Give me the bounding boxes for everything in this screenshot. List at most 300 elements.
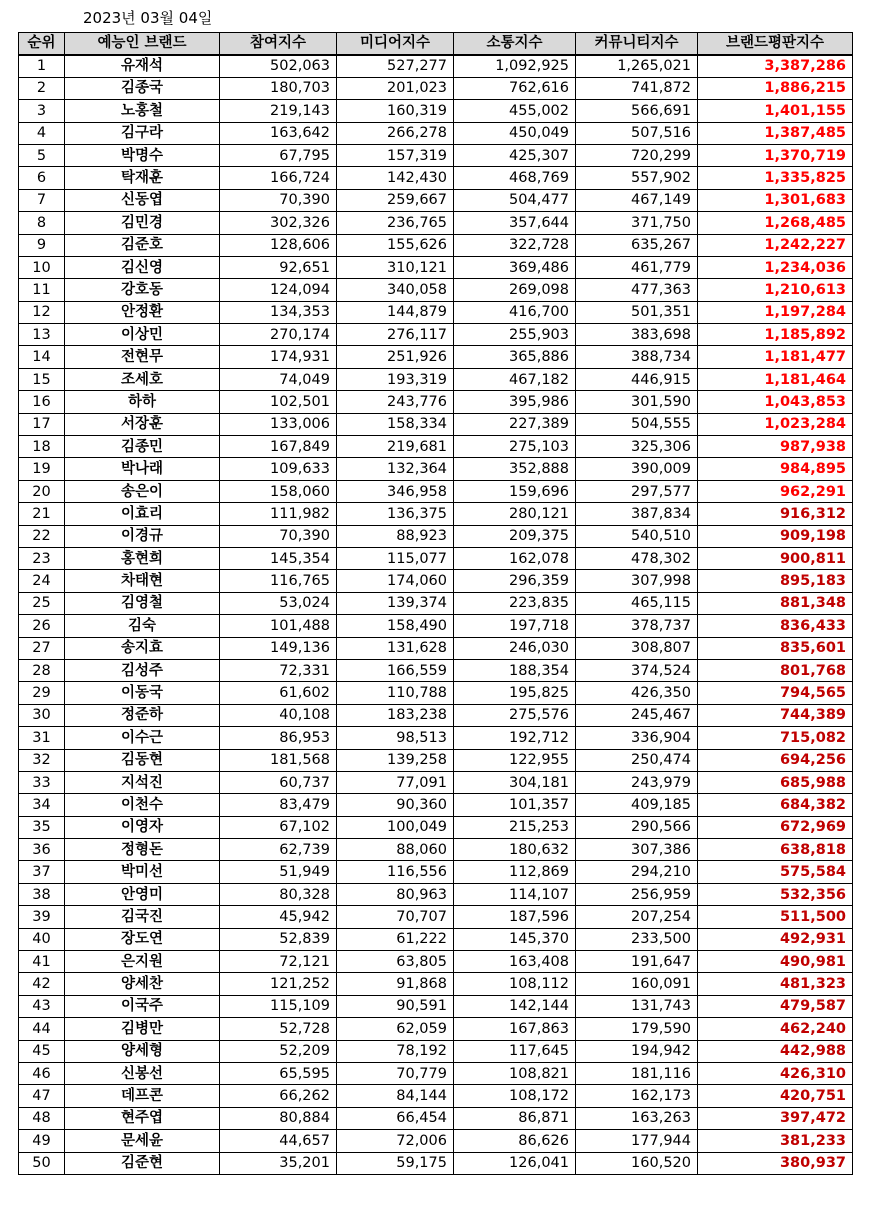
header-participation-index: 참여지수 <box>220 33 337 55</box>
participation-cell: 72,331 <box>220 659 337 681</box>
reputation-score-cell: 442,988 <box>698 1040 853 1062</box>
table-row <box>19 883 853 905</box>
reputation-score-cell: 916,312 <box>698 503 853 525</box>
communication-cell: 395,986 <box>454 391 576 413</box>
rank-cell: 31 <box>19 727 65 749</box>
table-row <box>19 189 853 211</box>
rank-cell: 34 <box>19 794 65 816</box>
community-cell: 378,737 <box>576 615 698 637</box>
participation-cell: 52,728 <box>220 1018 337 1040</box>
communication-cell: 188,354 <box>454 659 576 681</box>
rank-cell: 27 <box>19 637 65 659</box>
reputation-score-cell: 1,023,284 <box>698 413 853 435</box>
community-cell: 374,524 <box>576 659 698 681</box>
brand-name-cell: 김영철 <box>65 592 220 614</box>
rank-cell: 33 <box>19 771 65 793</box>
brand-name-cell: 안정환 <box>65 301 220 323</box>
rank-cell: 49 <box>19 1130 65 1152</box>
table-row <box>19 391 853 413</box>
reputation-score-cell: 895,183 <box>698 570 853 592</box>
table-row <box>19 1018 853 1040</box>
media-cell: 236,765 <box>337 212 454 234</box>
brand-name-cell: 지석진 <box>65 771 220 793</box>
brand-reputation-table <box>18 32 853 1175</box>
community-cell: 181,116 <box>576 1062 698 1084</box>
communication-cell: 269,098 <box>454 279 576 301</box>
brand-name-cell: 신동엽 <box>65 189 220 211</box>
participation-cell: 62,739 <box>220 839 337 861</box>
media-cell: 63,805 <box>337 951 454 973</box>
participation-cell: 80,328 <box>220 883 337 905</box>
communication-cell: 114,107 <box>454 883 576 905</box>
media-cell: 158,334 <box>337 413 454 435</box>
communication-cell: 215,253 <box>454 816 576 838</box>
header-rank: 순위 <box>19 33 65 55</box>
table-row <box>19 458 853 480</box>
media-cell: 131,628 <box>337 637 454 659</box>
reputation-score-cell: 1,197,284 <box>698 301 853 323</box>
participation-cell: 70,390 <box>220 189 337 211</box>
participation-cell: 60,737 <box>220 771 337 793</box>
table-row <box>19 1152 853 1174</box>
media-cell: 61,222 <box>337 928 454 950</box>
reputation-score-cell: 881,348 <box>698 592 853 614</box>
rank-cell: 1 <box>19 55 65 77</box>
participation-cell: 174,931 <box>220 346 337 368</box>
communication-cell: 180,632 <box>454 839 576 861</box>
brand-name-cell: 송지효 <box>65 637 220 659</box>
participation-cell: 149,136 <box>220 637 337 659</box>
table-row <box>19 839 853 861</box>
participation-cell: 219,143 <box>220 100 337 122</box>
header-communication-index: 소통지수 <box>454 33 576 55</box>
reputation-score-cell: 1,401,155 <box>698 100 853 122</box>
participation-cell: 35,201 <box>220 1152 337 1174</box>
communication-cell: 209,375 <box>454 525 576 547</box>
participation-cell: 52,839 <box>220 928 337 950</box>
rank-cell: 28 <box>19 659 65 681</box>
reputation-score-cell: 575,584 <box>698 861 853 883</box>
rank-cell: 21 <box>19 503 65 525</box>
rank-cell: 8 <box>19 212 65 234</box>
table-row <box>19 592 853 614</box>
communication-cell: 187,596 <box>454 906 576 928</box>
brand-name-cell: 이효리 <box>65 503 220 525</box>
community-cell: 741,872 <box>576 77 698 99</box>
communication-cell: 112,869 <box>454 861 576 883</box>
communication-cell: 101,357 <box>454 794 576 816</box>
brand-name-cell: 현주엽 <box>65 1107 220 1129</box>
communication-cell: 117,645 <box>454 1040 576 1062</box>
table-row <box>19 547 853 569</box>
community-cell: 160,520 <box>576 1152 698 1174</box>
communication-cell: 467,182 <box>454 368 576 390</box>
rank-cell: 19 <box>19 458 65 480</box>
community-cell: 179,590 <box>576 1018 698 1040</box>
brand-name-cell: 하하 <box>65 391 220 413</box>
rank-cell: 50 <box>19 1152 65 1174</box>
communication-cell: 108,112 <box>454 973 576 995</box>
media-cell: 157,319 <box>337 144 454 166</box>
communication-cell: 246,030 <box>454 637 576 659</box>
rank-cell: 4 <box>19 122 65 144</box>
communication-cell: 192,712 <box>454 727 576 749</box>
rank-cell: 12 <box>19 301 65 323</box>
rank-cell: 18 <box>19 436 65 458</box>
table-row <box>19 704 853 726</box>
rank-cell: 30 <box>19 704 65 726</box>
participation-cell: 111,982 <box>220 503 337 525</box>
header-community-index: 커뮤니티지수 <box>576 33 698 55</box>
community-cell: 409,185 <box>576 794 698 816</box>
reputation-score-cell: 1,185,892 <box>698 324 853 346</box>
community-cell: 308,807 <box>576 637 698 659</box>
communication-cell: 162,078 <box>454 547 576 569</box>
participation-cell: 270,174 <box>220 324 337 346</box>
participation-cell: 116,765 <box>220 570 337 592</box>
communication-cell: 357,644 <box>454 212 576 234</box>
table-row <box>19 1130 853 1152</box>
communication-cell: 365,886 <box>454 346 576 368</box>
community-cell: 446,915 <box>576 368 698 390</box>
participation-cell: 53,024 <box>220 592 337 614</box>
community-cell: 635,267 <box>576 234 698 256</box>
participation-cell: 86,953 <box>220 727 337 749</box>
table-row <box>19 256 853 278</box>
media-cell: 78,192 <box>337 1040 454 1062</box>
brand-name-cell: 이국주 <box>65 995 220 1017</box>
rank-cell: 43 <box>19 995 65 1017</box>
rank-cell: 24 <box>19 570 65 592</box>
media-cell: 346,958 <box>337 480 454 502</box>
rank-cell: 22 <box>19 525 65 547</box>
rank-cell: 36 <box>19 839 65 861</box>
community-cell: 245,467 <box>576 704 698 726</box>
rank-cell: 47 <box>19 1085 65 1107</box>
communication-cell: 159,696 <box>454 480 576 502</box>
participation-cell: 70,390 <box>220 525 337 547</box>
header-row <box>19 33 853 55</box>
reputation-score-cell: 492,931 <box>698 928 853 950</box>
communication-cell: 195,825 <box>454 682 576 704</box>
brand-name-cell: 박명수 <box>65 144 220 166</box>
communication-cell: 1,092,925 <box>454 55 576 77</box>
rank-cell: 9 <box>19 234 65 256</box>
community-cell: 477,363 <box>576 279 698 301</box>
communication-cell: 275,576 <box>454 704 576 726</box>
rank-cell: 40 <box>19 928 65 950</box>
report-date: 2023년 03월 04일 <box>83 9 213 27</box>
table-row <box>19 1040 853 1062</box>
rank-cell: 3 <box>19 100 65 122</box>
community-cell: 557,902 <box>576 167 698 189</box>
participation-cell: 133,006 <box>220 413 337 435</box>
communication-cell: 468,769 <box>454 167 576 189</box>
rank-cell: 32 <box>19 749 65 771</box>
brand-name-cell: 탁재훈 <box>65 167 220 189</box>
table-row <box>19 659 853 681</box>
communication-cell: 416,700 <box>454 301 576 323</box>
media-cell: 136,375 <box>337 503 454 525</box>
participation-cell: 83,479 <box>220 794 337 816</box>
participation-cell: 166,724 <box>220 167 337 189</box>
participation-cell: 102,501 <box>220 391 337 413</box>
media-cell: 174,060 <box>337 570 454 592</box>
brand-name-cell: 안영미 <box>65 883 220 905</box>
table-row <box>19 1062 853 1084</box>
media-cell: 62,059 <box>337 1018 454 1040</box>
community-cell: 325,306 <box>576 436 698 458</box>
community-cell: 233,500 <box>576 928 698 950</box>
media-cell: 251,926 <box>337 346 454 368</box>
brand-name-cell: 정형돈 <box>65 839 220 861</box>
brand-name-cell: 문세윤 <box>65 1130 220 1152</box>
brand-name-cell: 양세찬 <box>65 973 220 995</box>
participation-cell: 44,657 <box>220 1130 337 1152</box>
participation-cell: 302,326 <box>220 212 337 234</box>
participation-cell: 51,949 <box>220 861 337 883</box>
reputation-score-cell: 962,291 <box>698 480 853 502</box>
table-row <box>19 77 853 99</box>
brand-name-cell: 조세호 <box>65 368 220 390</box>
media-cell: 80,963 <box>337 883 454 905</box>
reputation-score-cell: 987,938 <box>698 436 853 458</box>
participation-cell: 163,642 <box>220 122 337 144</box>
community-cell: 301,590 <box>576 391 698 413</box>
participation-cell: 61,602 <box>220 682 337 704</box>
reputation-score-cell: 744,389 <box>698 704 853 726</box>
communication-cell: 227,389 <box>454 413 576 435</box>
media-cell: 91,868 <box>337 973 454 995</box>
reputation-score-cell: 479,587 <box>698 995 853 1017</box>
communication-cell: 296,359 <box>454 570 576 592</box>
table-row <box>19 615 853 637</box>
reputation-score-cell: 1,886,215 <box>698 77 853 99</box>
communication-cell: 108,172 <box>454 1085 576 1107</box>
rank-cell: 10 <box>19 256 65 278</box>
participation-cell: 115,109 <box>220 995 337 1017</box>
rank-cell: 5 <box>19 144 65 166</box>
participation-cell: 40,108 <box>220 704 337 726</box>
rank-cell: 14 <box>19 346 65 368</box>
table-row <box>19 279 853 301</box>
rank-cell: 16 <box>19 391 65 413</box>
media-cell: 77,091 <box>337 771 454 793</box>
table-row <box>19 55 853 77</box>
media-cell: 88,923 <box>337 525 454 547</box>
header-media-index: 미디어지수 <box>337 33 454 55</box>
community-cell: 131,743 <box>576 995 698 1017</box>
communication-cell: 280,121 <box>454 503 576 525</box>
community-cell: 294,210 <box>576 861 698 883</box>
rank-cell: 38 <box>19 883 65 905</box>
rank-cell: 17 <box>19 413 65 435</box>
brand-name-cell: 이경규 <box>65 525 220 547</box>
community-cell: 387,834 <box>576 503 698 525</box>
rank-cell: 23 <box>19 547 65 569</box>
participation-cell: 101,488 <box>220 615 337 637</box>
media-cell: 90,591 <box>337 995 454 1017</box>
brand-name-cell: 홍현희 <box>65 547 220 569</box>
table-row <box>19 973 853 995</box>
table-row <box>19 346 853 368</box>
reputation-score-cell: 397,472 <box>698 1107 853 1129</box>
brand-name-cell: 김숙 <box>65 615 220 637</box>
rank-cell: 2 <box>19 77 65 99</box>
table-row <box>19 570 853 592</box>
reputation-score-cell: 1,181,477 <box>698 346 853 368</box>
media-cell: 98,513 <box>337 727 454 749</box>
communication-cell: 322,728 <box>454 234 576 256</box>
rank-cell: 7 <box>19 189 65 211</box>
reputation-score-cell: 909,198 <box>698 525 853 547</box>
participation-cell: 134,353 <box>220 301 337 323</box>
header-brand: 예능인 브랜드 <box>65 33 220 55</box>
participation-cell: 167,849 <box>220 436 337 458</box>
media-cell: 166,559 <box>337 659 454 681</box>
brand-name-cell: 강호동 <box>65 279 220 301</box>
table-row <box>19 794 853 816</box>
table-row <box>19 167 853 189</box>
media-cell: 84,144 <box>337 1085 454 1107</box>
communication-cell: 86,626 <box>454 1130 576 1152</box>
brand-name-cell: 데프콘 <box>65 1085 220 1107</box>
participation-cell: 502,063 <box>220 55 337 77</box>
community-cell: 504,555 <box>576 413 698 435</box>
media-cell: 144,879 <box>337 301 454 323</box>
participation-cell: 124,094 <box>220 279 337 301</box>
community-cell: 191,647 <box>576 951 698 973</box>
table-row <box>19 413 853 435</box>
community-cell: 390,009 <box>576 458 698 480</box>
community-cell: 160,091 <box>576 973 698 995</box>
community-cell: 297,577 <box>576 480 698 502</box>
community-cell: 720,299 <box>576 144 698 166</box>
table-row <box>19 1107 853 1129</box>
community-cell: 177,944 <box>576 1130 698 1152</box>
media-cell: 183,238 <box>337 704 454 726</box>
brand-name-cell: 박미선 <box>65 861 220 883</box>
reputation-score-cell: 685,988 <box>698 771 853 793</box>
rank-cell: 45 <box>19 1040 65 1062</box>
reputation-score-cell: 462,240 <box>698 1018 853 1040</box>
table-row <box>19 525 853 547</box>
reputation-score-cell: 794,565 <box>698 682 853 704</box>
brand-name-cell: 이영자 <box>65 816 220 838</box>
reputation-score-cell: 1,268,485 <box>698 212 853 234</box>
community-cell: 307,386 <box>576 839 698 861</box>
table-row <box>19 122 853 144</box>
community-cell: 566,691 <box>576 100 698 122</box>
media-cell: 142,430 <box>337 167 454 189</box>
brand-name-cell: 차태현 <box>65 570 220 592</box>
reputation-score-cell: 426,310 <box>698 1062 853 1084</box>
brand-name-cell: 김국진 <box>65 906 220 928</box>
media-cell: 243,776 <box>337 391 454 413</box>
brand-name-cell: 이천수 <box>65 794 220 816</box>
reputation-score-cell: 380,937 <box>698 1152 853 1174</box>
media-cell: 158,490 <box>337 615 454 637</box>
media-cell: 139,258 <box>337 749 454 771</box>
community-cell: 507,516 <box>576 122 698 144</box>
table-row <box>19 861 853 883</box>
community-cell: 540,510 <box>576 525 698 547</box>
participation-cell: 121,252 <box>220 973 337 995</box>
participation-cell: 65,595 <box>220 1062 337 1084</box>
media-cell: 115,077 <box>337 547 454 569</box>
community-cell: 336,904 <box>576 727 698 749</box>
reputation-score-cell: 638,818 <box>698 839 853 861</box>
media-cell: 276,117 <box>337 324 454 346</box>
rank-cell: 42 <box>19 973 65 995</box>
brand-name-cell: 유재석 <box>65 55 220 77</box>
rank-cell: 41 <box>19 951 65 973</box>
communication-cell: 86,871 <box>454 1107 576 1129</box>
table-row <box>19 503 853 525</box>
table-row <box>19 324 853 346</box>
rank-cell: 35 <box>19 816 65 838</box>
communication-cell: 455,002 <box>454 100 576 122</box>
rank-cell: 46 <box>19 1062 65 1084</box>
reputation-score-cell: 1,387,485 <box>698 122 853 144</box>
reputation-score-cell: 835,601 <box>698 637 853 659</box>
media-cell: 527,277 <box>337 55 454 77</box>
media-cell: 132,364 <box>337 458 454 480</box>
reputation-score-cell: 1,181,464 <box>698 368 853 390</box>
communication-cell: 425,307 <box>454 144 576 166</box>
table-row <box>19 1085 853 1107</box>
participation-cell: 109,633 <box>220 458 337 480</box>
table-row <box>19 436 853 458</box>
table-row <box>19 906 853 928</box>
communication-cell: 304,181 <box>454 771 576 793</box>
table-row <box>19 951 853 973</box>
community-cell: 478,302 <box>576 547 698 569</box>
brand-name-cell: 김준현 <box>65 1152 220 1174</box>
rank-cell: 44 <box>19 1018 65 1040</box>
brand-name-cell: 김민경 <box>65 212 220 234</box>
table-row <box>19 749 853 771</box>
table-row <box>19 995 853 1017</box>
table-row <box>19 234 853 256</box>
media-cell: 88,060 <box>337 839 454 861</box>
media-cell: 139,374 <box>337 592 454 614</box>
communication-cell: 142,144 <box>454 995 576 1017</box>
brand-name-cell: 신봉선 <box>65 1062 220 1084</box>
media-cell: 201,023 <box>337 77 454 99</box>
media-cell: 110,788 <box>337 682 454 704</box>
brand-name-cell: 양세형 <box>65 1040 220 1062</box>
table-row <box>19 928 853 950</box>
participation-cell: 80,884 <box>220 1107 337 1129</box>
media-cell: 160,319 <box>337 100 454 122</box>
rank-cell: 26 <box>19 615 65 637</box>
table-row <box>19 480 853 502</box>
brand-name-cell: 이상민 <box>65 324 220 346</box>
brand-name-cell: 송은이 <box>65 480 220 502</box>
community-cell: 465,115 <box>576 592 698 614</box>
header-brand-reputation-index: 브랜드평판지수 <box>698 33 853 55</box>
media-cell: 59,175 <box>337 1152 454 1174</box>
rank-cell: 11 <box>19 279 65 301</box>
communication-cell: 504,477 <box>454 189 576 211</box>
reputation-score-cell: 1,043,853 <box>698 391 853 413</box>
reputation-score-cell: 481,323 <box>698 973 853 995</box>
participation-cell: 45,942 <box>220 906 337 928</box>
media-cell: 72,006 <box>337 1130 454 1152</box>
communication-cell: 167,863 <box>454 1018 576 1040</box>
participation-cell: 66,262 <box>220 1085 337 1107</box>
